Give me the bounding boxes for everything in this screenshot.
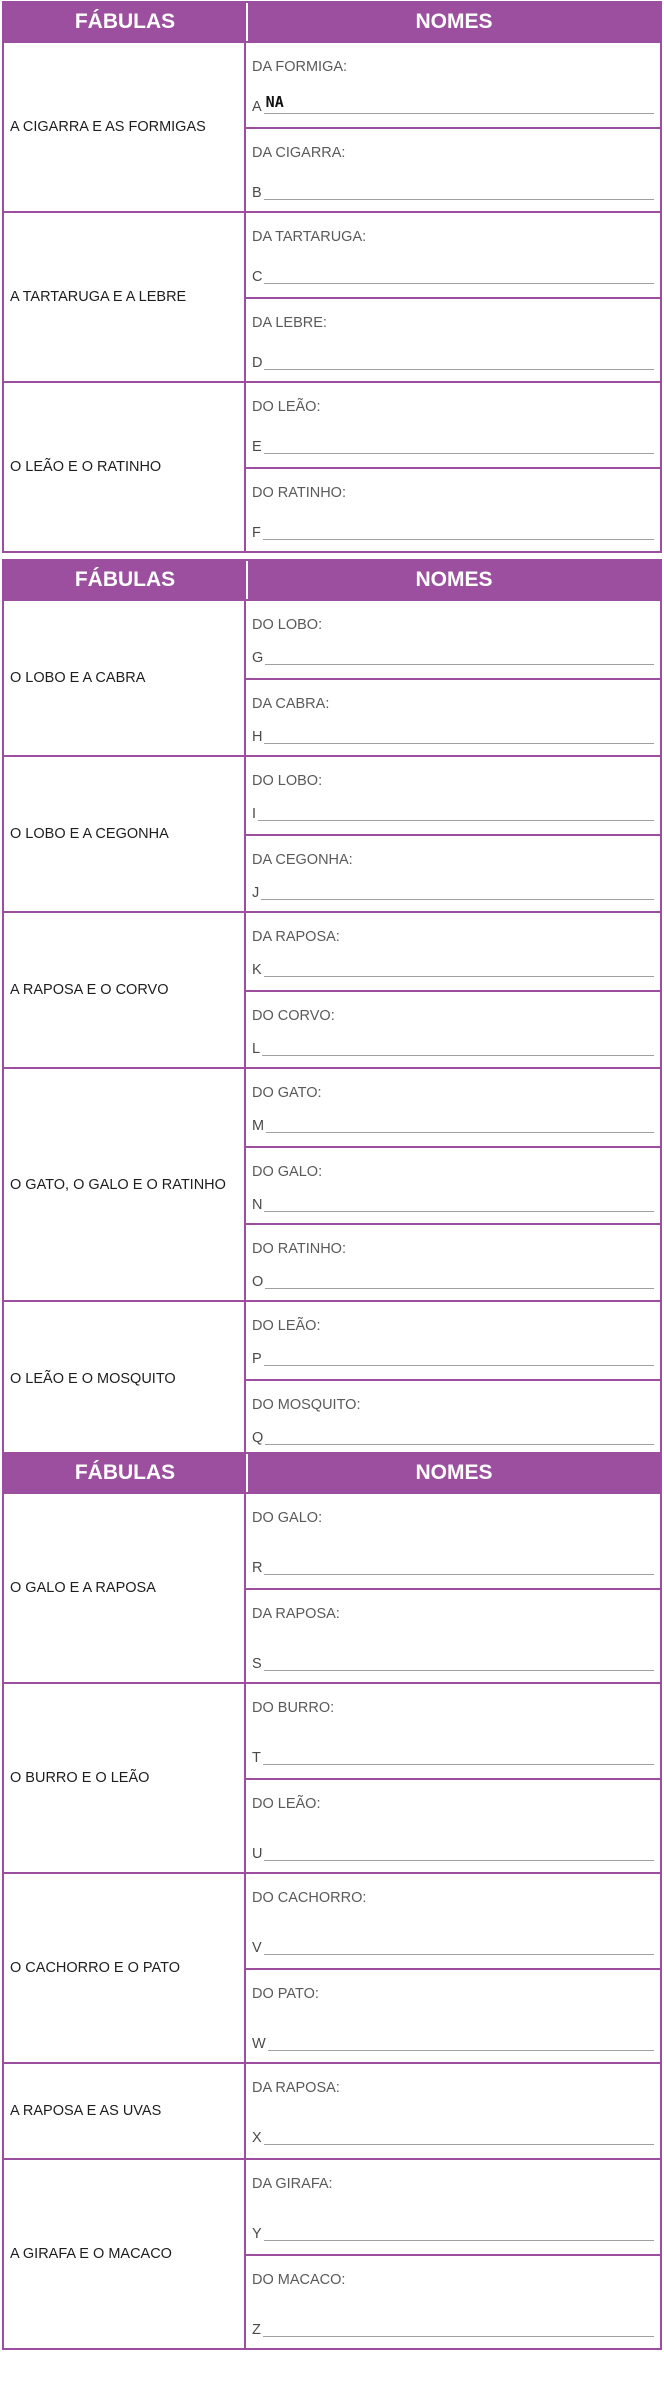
slot-letter: C	[252, 268, 263, 285]
fable-title: A RAPOSA E O CORVO	[4, 913, 246, 1067]
answer-field[interactable]	[264, 267, 654, 284]
answer-field[interactable]	[262, 1039, 654, 1056]
slot-letter: D	[252, 354, 263, 371]
answer-field[interactable]	[265, 1272, 654, 1289]
name-slots	[246, 2160, 660, 2348]
answer-line	[252, 1844, 654, 1861]
name-slots	[246, 213, 660, 381]
slot-label: DO MOSQUITO:	[252, 1397, 361, 1413]
answer-line	[252, 1938, 654, 1955]
answer-field[interactable]	[264, 1558, 654, 1575]
fable-row	[4, 381, 660, 551]
slot-label: DA CEGONHA:	[252, 852, 353, 868]
header-names: NOMES	[415, 568, 493, 591]
answer-line	[252, 183, 654, 200]
answer-field[interactable]	[264, 727, 654, 744]
table-header	[4, 561, 660, 599]
header-fables: FÁBULAS	[4, 561, 248, 599]
answer-line	[252, 727, 654, 744]
name-slot	[246, 1968, 660, 2062]
name-slot	[246, 2064, 660, 2158]
slot-letter: S	[252, 1655, 262, 1672]
answer-field[interactable]	[264, 93, 654, 114]
fable-row	[4, 1492, 660, 1682]
fable-row	[4, 2158, 660, 2348]
slot-label: DO GALO:	[252, 1510, 323, 1526]
name-slot	[246, 990, 660, 1067]
table-header	[4, 1454, 660, 1492]
slot-letter: H	[252, 728, 263, 745]
name-slots	[246, 1494, 660, 1682]
slot-label: DO CACHORRO:	[252, 1890, 367, 1906]
slot-letter: A	[252, 98, 262, 115]
answer-field[interactable]	[263, 523, 654, 540]
fable-title: O CACHORRO E O PATO	[4, 1874, 246, 2062]
slot-label: DO MACACO:	[252, 2272, 346, 2288]
fable-title: A CIGARRA E AS FORMIGAS	[4, 43, 246, 211]
header-names: NOMES	[415, 1461, 493, 1484]
slot-label: DA RAPOSA:	[252, 1606, 340, 1622]
name-slot	[246, 43, 660, 127]
answer-line	[252, 2128, 654, 2145]
slot-letter: F	[252, 524, 261, 541]
answer-field[interactable]	[264, 353, 654, 370]
slot-letter: G	[252, 649, 264, 666]
answer-field[interactable]	[264, 1195, 654, 1212]
answer-field[interactable]	[266, 1116, 654, 1133]
answer-field[interactable]	[264, 2128, 654, 2145]
fable-title: O BURRO E O LEÃO	[4, 1684, 246, 1872]
name-slot	[246, 913, 660, 990]
slot-label: DO GATO:	[252, 1085, 322, 1101]
name-slot	[246, 601, 660, 678]
slot-letter: P	[252, 1350, 262, 1367]
handwritten-answer: NA	[265, 93, 284, 111]
fable-row	[4, 41, 660, 211]
slot-label: DO CORVO:	[252, 1008, 335, 1024]
answer-field[interactable]	[264, 960, 654, 977]
name-slot	[246, 1069, 660, 1146]
name-slot	[246, 1223, 660, 1300]
slot-letter: B	[252, 184, 262, 201]
slot-letter: W	[252, 2035, 266, 2052]
answer-field[interactable]	[263, 2320, 654, 2337]
fables-table	[2, 559, 662, 1458]
slot-label: DO LOBO:	[252, 617, 323, 633]
slot-label: DO LEÃO:	[252, 1318, 321, 1334]
fable-title: O GALO E A RAPOSA	[4, 1494, 246, 1682]
slot-label: DO GALO:	[252, 1164, 323, 1180]
answer-line	[252, 267, 654, 284]
answer-field[interactable]	[264, 437, 654, 454]
answer-line	[252, 804, 654, 821]
slot-label: DO RATINHO:	[252, 1241, 346, 1257]
slot-letter: U	[252, 1845, 263, 1862]
name-slots	[246, 1874, 660, 2062]
fable-title: O LOBO E A CABRA	[4, 601, 246, 755]
answer-line	[252, 437, 654, 454]
answer-line	[252, 960, 654, 977]
fable-row	[4, 755, 660, 911]
answer-line	[252, 1654, 654, 1671]
answer-field[interactable]	[264, 1938, 654, 1955]
answer-field[interactable]	[268, 2034, 654, 2051]
answer-field[interactable]	[264, 1349, 654, 1366]
header-fables: FÁBULAS	[4, 1454, 248, 1492]
slot-letter: I	[252, 805, 257, 822]
fable-row	[4, 1872, 660, 2062]
name-slot	[246, 383, 660, 467]
answer-line	[252, 523, 654, 540]
name-slots	[246, 601, 660, 755]
fable-row	[4, 599, 660, 755]
name-slots	[246, 383, 660, 551]
answer-line	[252, 2034, 654, 2051]
name-slot	[246, 678, 660, 755]
fable-title: O LEÃO E O RATINHO	[4, 383, 246, 551]
slot-letter: Q	[252, 1429, 264, 1446]
fable-row	[4, 1682, 660, 1872]
fable-row	[4, 2062, 660, 2158]
name-slots	[246, 43, 660, 211]
slot-letter: M	[252, 1117, 265, 1134]
slot-letter: R	[252, 1559, 263, 1576]
table-header	[4, 3, 660, 41]
slot-label: DO RATINHO:	[252, 485, 346, 501]
name-slot	[246, 1302, 660, 1379]
answer-field[interactable]	[264, 2224, 654, 2241]
answer-line	[252, 1349, 654, 1366]
name-slot	[246, 1874, 660, 1968]
name-slot	[246, 1684, 660, 1778]
answer-field[interactable]	[264, 1844, 654, 1861]
name-slot	[246, 1379, 660, 1456]
fable-title: O LEÃO E O MOSQUITO	[4, 1302, 246, 1456]
slot-letter: T	[252, 1749, 261, 1766]
answer-field[interactable]	[265, 648, 654, 665]
slot-letter: Y	[252, 2225, 262, 2242]
fables-table	[2, 1, 662, 553]
name-slot	[246, 213, 660, 297]
fable-row	[4, 1300, 660, 1456]
name-slot	[246, 1588, 660, 1682]
slot-label: DA GIRAFA:	[252, 2176, 333, 2192]
slot-letter: E	[252, 438, 262, 455]
answer-field[interactable]	[265, 1428, 654, 1445]
answer-field[interactable]	[264, 183, 654, 200]
slot-label: DO LEÃO:	[252, 1796, 321, 1812]
answer-line	[252, 1116, 654, 1133]
fable-title: O LOBO E A CEGONHA	[4, 757, 246, 911]
slot-label: DA FORMIGA:	[252, 59, 348, 75]
answer-line	[252, 1558, 654, 1575]
fable-row	[4, 1067, 660, 1300]
name-slot	[246, 1146, 660, 1223]
fable-row	[4, 911, 660, 1067]
slot-letter: N	[252, 1196, 263, 1213]
name-slot	[246, 1778, 660, 1872]
slot-label: DA CIGARRA:	[252, 145, 346, 161]
name-slots	[246, 2064, 660, 2158]
name-slots	[246, 1684, 660, 1872]
answer-line	[252, 1195, 654, 1212]
name-slot	[246, 757, 660, 834]
answer-line	[252, 2224, 654, 2241]
name-slot	[246, 1494, 660, 1588]
fables-table	[2, 1452, 662, 2350]
slot-letter: V	[252, 1939, 262, 1956]
slot-label: DA RAPOSA:	[252, 2080, 340, 2096]
slot-letter: Z	[252, 2321, 261, 2338]
answer-line	[252, 648, 654, 665]
header-fables: FÁBULAS	[4, 3, 248, 41]
answer-field[interactable]	[261, 883, 654, 900]
answer-line	[252, 1039, 654, 1056]
answer-line	[252, 1272, 654, 1289]
slot-label: DO LEÃO:	[252, 399, 321, 415]
name-slot	[246, 2254, 660, 2348]
name-slot	[246, 297, 660, 381]
slot-label: DA RAPOSA:	[252, 929, 340, 945]
name-slots	[246, 1302, 660, 1456]
slot-label: DA CABRA:	[252, 696, 330, 712]
answer-line	[252, 353, 654, 370]
slot-label: DO BURRO:	[252, 1700, 335, 1716]
slot-label: DA TARTARUGA:	[252, 229, 367, 245]
fable-title: A RAPOSA E AS UVAS	[4, 2064, 246, 2158]
slot-label: DO PATO:	[252, 1986, 319, 2002]
name-slot	[246, 127, 660, 211]
answer-field[interactable]	[264, 1654, 654, 1671]
slot-letter: J	[252, 884, 260, 901]
slot-letter: K	[252, 961, 262, 978]
answer-field[interactable]	[263, 1748, 654, 1765]
name-slot	[246, 467, 660, 551]
slot-letter: O	[252, 1273, 264, 1290]
name-slot	[246, 834, 660, 911]
answer-line	[252, 93, 654, 115]
name-slots	[246, 913, 660, 1067]
fable-title: A GIRAFA E O MACACO	[4, 2160, 246, 2348]
name-slot	[246, 2160, 660, 2254]
name-slots	[246, 757, 660, 911]
answer-line	[252, 1748, 654, 1765]
fable-row	[4, 211, 660, 381]
fable-title: A TARTARUGA E A LEBRE	[4, 213, 246, 381]
fable-title: O GATO, O GALO E O RATINHO	[4, 1069, 246, 1300]
answer-field[interactable]	[258, 804, 654, 821]
slot-letter: X	[252, 2129, 262, 2146]
slot-label: DO LOBO:	[252, 773, 323, 789]
header-names: NOMES	[415, 10, 493, 33]
answer-line	[252, 2320, 654, 2337]
answer-line	[252, 883, 654, 900]
name-slots	[246, 1069, 660, 1300]
answer-line	[252, 1428, 654, 1445]
slot-letter: L	[252, 1040, 261, 1057]
slot-label: DA LEBRE:	[252, 315, 327, 331]
